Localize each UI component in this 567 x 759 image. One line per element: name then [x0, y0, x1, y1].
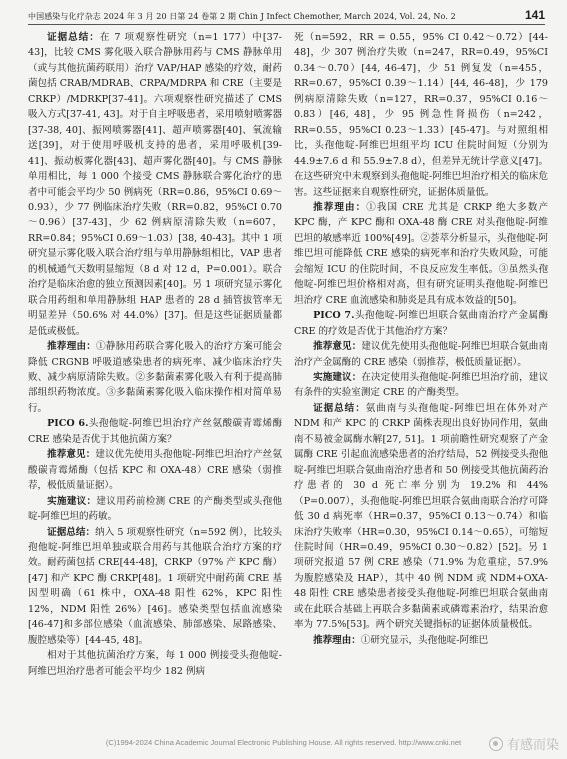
article-body	[28, 30, 548, 724]
paragraph-lead: 实施建议：	[313, 371, 362, 383]
paragraph-evidence-summary-6	[28, 525, 282, 649]
paragraph-comparison-6-continued	[294, 30, 548, 200]
paragraph-text: 建议用药前检测 CRE 的产酶类型或头孢他啶-阿维巴坦的药敏。	[28, 495, 282, 523]
paragraph-lead: 证据总结：	[313, 402, 366, 414]
paragraph-rationale-7	[294, 633, 548, 648]
paragraph-implementation-7	[294, 370, 548, 401]
paragraph-evidence-summary-7	[294, 401, 548, 633]
pico-7-question	[294, 308, 548, 339]
paragraph-lead: PICO 6.	[47, 418, 89, 430]
pico-6-question	[28, 416, 282, 447]
paragraph-text: ①我国 CRE 尤其是 CRKP 绝大多数产 KPC 酶，产 KPC 酶和 OXA-48 酶 CRE 对头孢他啶-阿维巴坦的敏感率近 100%[49]。②荟萃分析显示，头孢他啶-阿维巴坦可能降低 CRE 感染的病死率和治疗失败风险，可能会缩短 ICU 的住院时间，不良反应发生率低。③虽然头孢他啶-阿维巴坦价格相对高，但有研究证明头孢他啶-阿维巴坦治疗 CRE 血流感染和肺炎是具有成本效益的[50]。	[294, 201, 548, 306]
paragraph-lead: PICO 7.	[313, 310, 355, 322]
paragraph-text: ①研究显示，头孢他啶-阿维巴	[360, 634, 489, 646]
paragraph-implementation-6	[28, 494, 282, 525]
paragraph-lead: 证据总结：	[47, 526, 96, 538]
paragraph-rationale-6	[294, 200, 548, 308]
paragraph-text: 头孢他啶-阿维巴坦治疗产丝氨酸碳青霉烯酶 CRE 感染是否优于其他抗菌方案？	[28, 418, 282, 445]
paragraph-recommendation-7	[294, 339, 548, 370]
watermark-text: 有感而染	[506, 738, 559, 753]
paragraph-recommendation-6	[28, 447, 282, 493]
paragraph-lead: 推荐理由：	[313, 634, 361, 646]
left-column	[28, 30, 282, 724]
right-column	[294, 30, 548, 724]
paragraph-text: 在 7 项观察性研究（n=1 177）中[37-43]，比较 CMS 雾化吸入联合静脉用药与 CMS 静脉单用（或与其他抗菌药联用）治疗 VAP/HAP 感染的疗效，耐药菌包括 CRAB/MDRAB、CRPA/MDRPA 和 CRE（主要是 CRKP）/MDRKP[37-41]。六项观察性研究描述了 CMS 吸入方式[37-41, 43]。对于自主呼吸患者，采用喷射喷雾器[37-38, 40]、振网喷雾器[41]、超声喷雾器[40]、氧流输送[39]，对于使用呼吸机支持的患者，采用呼吸机[39-41]、振动板雾化器[43]、超声雾化器[40]。与 CMS 静脉单用相比，每 1 000 个接受 CMS 静脉联合雾化治疗的患者中可能会平均少 50 例病死（RR=0.86，95%CI 0.69～0.93），少 77 例临床治疗失败（RR=0.82，95%CI 0.70～0.96）[37-43]，少 62 例病原清除失败（n=607，RR=0.84；95%CI 0.69～1.03）[38, 40-43]。其中 1 项研究显示雾化吸入联合治疗组与单用静脉组相比，VAP 患者的机械通气天数明显缩短（8 d 对 12 d，P=0.001）。联合治疗是临床治愈的独立预测因素[40]。另 1 项研究显示雾化联合用药组和单用静脉组 HAP 患者的 28 d 插管拔管率无明显差异（50.6% 对 44.0%）[37]。但是这些证据质量都是低或极低。	[28, 32, 282, 337]
paragraph-lead: 推荐理由：	[313, 201, 367, 213]
paragraph-text: 氨曲南与头孢他啶-阿维巴坦在体外对产 NDM 和产 KPC 的 CRKP 菌株表现出良好协同作用，氨曲南不易被金属酶水解[27, 51]。1 项前瞻性研究观察了产金属酶 CRE 引起血流感染患者的治疗结局，52 例接受头孢他啶-阿维巴坦联合氨曲南治疗患者和 50 例接受其他抗菌药治疗患者的 30 d 死亡率分别为 19.2% 和 44%（P=0.007），头孢他啶-阿维巴坦联合氨曲南联合治疗可降低 30 d 病死率（HR=0.37，95%CI 0.13～0.74）和临床治疗失败率（HR=0.30，95%CI 0.14～0.65），可缩短住院时间（HR=0.49，95%CI 0.30～0.82）[52]。另 1 项研究报道 57 例 CRE 感染（71.9% 为危重症，57.9% 为腹腔感染及 HAP），其中 40 例 NDM 或 NDM+OXA-48 阳性 CRE 感染患者接受头孢他啶-阿维巴坦联合氨曲南或在此联合基础上再联合多黏菌素或磷霉素治疗，结果治愈率为 77.5%[53]。两个研究关键指标的证据体质量极低。	[294, 402, 548, 631]
paragraph-lead: 推荐意见：	[47, 449, 96, 461]
paragraph-lead: 实施建议：	[47, 495, 97, 507]
watermark	[489, 734, 559, 753]
paragraph-text: ①静脉用药联合雾化吸入的治疗方案可能会降低 CRGNB 呼吸道感染患者的病死率、减少临床治疗失败、减少病原清除失败。②多黏菌素雾化吸入有利于提高肺部组织药物浓度。③多黏菌素雾化吸入临床操作相对简单易行。	[28, 341, 282, 414]
paragraph-text: 建议优先使用头孢他啶-阿维巴坦联合氨曲南治疗产金属酶的 CRE 感染（弱推荐，极低质量证据）。	[294, 341, 548, 368]
journal-header	[28, 6, 545, 25]
paragraph-text: 建议优先使用头孢他啶-阿维巴坦治疗产丝氨酸碳青霉烯酶（包括 KPC 和 OXA-48）CRE 感染（弱推荐，极低质量证据）。	[28, 449, 282, 492]
paragraph-text: 纳入 5 项观察性研究（n=592 例），比较头孢他啶-阿维巴坦单独或联合用药与其他联合治疗方案的疗效。耐药菌包括 CRE[44-48]，CRKP（97% 产 KPC 酶）[47] 和产 KPC 酶 CRKP[48]。1 项研究中耐药菌 CRE 基因型明确（61 株中，OXA-48 阳性 62%，KPC 阳性 12%，NDM 阳性 26%）[46]。感染类型包括血流感染[46-47]和多部位感染（血流感染、肺部感染、尿路感染、腹腔感染等）[44-45, 48]。	[28, 526, 282, 646]
paragraph-rationale-5	[28, 339, 282, 416]
paragraph-text: 头孢他啶-阿维巴坦联合氨曲南治疗产金属酶 CRE 的疗效是否优于其他治疗方案？	[294, 310, 548, 337]
paragraph-text: 相对于其他抗菌治疗方案，每 1 000 例接受头孢他啶-阿维巴坦治疗患者可能会平均少 182 例病	[28, 650, 282, 677]
wechat-logo-icon	[489, 737, 503, 751]
journal-citation: 中国感染与化疗杂志 2024 年 3 月 20 日第 24 卷第 2 期 Chin J Infect Chemother, March 2024, Vol. 24, No. 2	[28, 12, 456, 21]
copyright-footer: (C)1994-2024 China Academic Journal Electronic Publishing House. All rights reserved. http://www.cnki.net	[105, 738, 462, 747]
paragraph-lead: 推荐意见：	[313, 341, 362, 353]
page-number: 141	[524, 8, 545, 22]
paragraph-lead: 证据总结：	[47, 32, 100, 43]
paragraph-comparison-6	[28, 648, 282, 679]
paragraph-text: 死（n=592，RR = 0.55，95% CI 0.42～0.72）[44-48]，少 307 例治疗失败（n=247，RR=0.49，95%CI 0.34～0.70）[44, 46-47]，少 51 例复发（n=455，RR=0.67，95%CI 0.39～1.14）[44, 46-48]，少 179 例病原清除失败（n=127，RR=0.37，95%CI 0.16～0.83）[46, 48]，少 95 例急性肾损伤（n=242，RR=0.55，95%CI 0.23～1.33）[45-47]。与对照组相比，头孢他啶-阿维巴坦组平均 ICU 住院时间短（分别为 44.9±7.6 d 和 55.9±7.8 d），但差异无统计学意义[47]。在这些研究中未观察到头孢他啶-阿维巴坦治疗相关的临床危害。这些证据来自观察性研究，证据体质量低。	[294, 32, 548, 198]
paragraph-evidence-summary-5	[28, 30, 282, 339]
paragraph-lead: 推荐理由：	[47, 341, 97, 353]
paragraph-text: 在决定使用头孢他啶-阿维巴坦治疗前，建议有条件的实验室测定 CRE 的产酶类型。	[294, 371, 548, 399]
